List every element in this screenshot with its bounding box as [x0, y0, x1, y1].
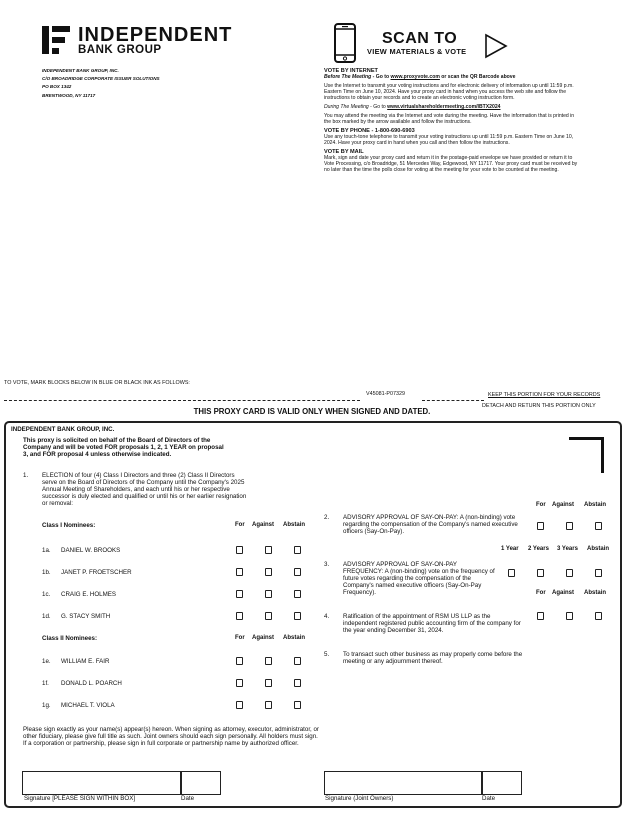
nominee-number: 1e. [42, 658, 51, 665]
vote-abstain-checkbox[interactable] [294, 590, 301, 598]
proposal-3-text: ADVISORY APPROVAL OF SAY-ON-PAY FREQUENCY: A (non-binding) vote on the frequency of future votes regarding the compensation of the Company's named executive officers (Say-On-Pay Frequency). [343, 561, 495, 596]
address-line: BRENTWOOD, NY 11717 [42, 92, 96, 98]
proxyvote-link[interactable]: www.proxyvote.com [390, 73, 440, 80]
vote-against-checkbox[interactable] [566, 522, 573, 530]
play-arrow-icon [484, 33, 508, 59]
nominee-name: DONALD L. POARCH [61, 680, 122, 687]
internet-text: Use the Internet to transmit your voting instructions and for electronic delivery of information up until 11:59 p.m. Eastern Time on June 10, 2024. Have your proxy card in hand when you access the web site and follow the instructions to obtain your records and to create an electronic voting instruction form. [324, 83, 574, 101]
nominee-number: 1b. [42, 569, 51, 576]
vote-abstain-checkbox[interactable] [294, 612, 301, 620]
nominee-name: WILLIAM E. FAIR [61, 658, 110, 665]
brand-name: INDEPENDENT [78, 24, 233, 46]
vote-for-checkbox[interactable] [537, 612, 544, 620]
control-code: V45081-P07329 [366, 391, 405, 397]
nominee-name: G. STACY SMITH [61, 613, 111, 620]
nominee-number: 1c. [42, 591, 51, 598]
joint-signature-label: Signature (Joint Owners) [325, 795, 394, 802]
vote-against-checkbox[interactable] [265, 657, 272, 665]
vote-2-years-checkbox[interactable] [537, 569, 544, 577]
vote-for-checkbox[interactable] [236, 679, 243, 687]
proxy-intro: This proxy is solicited on behalf of the Board of Directors of the Company and will be voted FOR proposals 1, 2, 1 YEAR on proposal 3, and FOR proposal 4 unless otherwise indicated. [23, 437, 224, 458]
during-text: You may attend the meeting via the Internet and vote during the meeting. Have the information that is printed in the box marked by the arrow available and follow the instructions. [324, 113, 575, 125]
col-for: For [536, 590, 546, 596]
col-against: Against [252, 522, 275, 528]
col-1-year: 1 Year [501, 546, 519, 552]
vote-3-years-checkbox[interactable] [566, 569, 573, 577]
mail-text: Mark, sign and date your proxy card and return it in the postage-paid envelope we have provided or return it to Vote Processing, c/o Broadridge, 51 Mercedes Way, Edgewood, NY 11717. Your proxy card must be received by no later than the time the polls close for voting at the meeting for your vote to be counted at the meeting. [324, 154, 578, 173]
company-logo-icon [42, 26, 70, 54]
col-abstain: Abstain [584, 502, 607, 508]
proposal-4-text: Ratification of the appointment of RSM US LLP as the independent registered public accounting firm of the company for the year ending December 31, 2024. [343, 613, 521, 634]
mail-title: VOTE BY MAIL [324, 148, 364, 155]
proposal-number: 1. [23, 472, 29, 479]
internet-title: VOTE BY INTERNET [324, 68, 378, 74]
vote-abstain-checkbox[interactable] [294, 657, 301, 665]
proposal-2-text: ADVISORY APPROVAL OF SAY-ON-PAY: A (non-binding) vote regarding the compensation of the Company's named executive officers (Say-On-Pay). [343, 514, 518, 535]
address-line: PO BOX 1342 [42, 84, 72, 90]
joint-date-box[interactable] [481, 771, 522, 795]
smartphone-icon [334, 23, 356, 63]
during-mid: - Go to [368, 103, 388, 110]
nominee-number: 1a. [42, 547, 51, 554]
col-abstain: Abstain [283, 522, 306, 528]
signing-instructions: Please sign exactly as your name(s) appear(s) hereon. When signing as attorney, executor, administrator, or other fiduciary, please give full title as such. Joint owners should each sign personally. All holders must sign. If a corporation or partnership, please sign in full corporate or partnership name by authorized officer. [23, 726, 319, 747]
proposal-1-text: ELECTION of four (4) Class I Directors and three (2) Class II Directors serve on the Board of Directors of the Company until the Company's 2025 Annual Meeting of Shareholders, and each until his or her respective successor is duly elected and qualified or until his or her earlier resignation or removal: [42, 472, 247, 507]
vote-1-year-checkbox[interactable] [508, 569, 515, 577]
vote-for-checkbox[interactable] [236, 590, 243, 598]
class1-label: Class I Nominees: [42, 522, 96, 529]
vote-for-checkbox[interactable] [236, 701, 243, 709]
proposal-5-text: To transact such other business as may properly come before the meeting or any adjournment thereof. [343, 651, 523, 665]
nominee-number: 1f. [42, 680, 49, 687]
vote-abstain-checkbox[interactable] [595, 569, 602, 577]
proposal-number: 5. [324, 651, 330, 658]
phone-title: VOTE BY PHONE - 1-800-690-6903 [324, 128, 415, 134]
before-suffix: or scan the QR Barcode above [439, 73, 516, 80]
vote-against-checkbox[interactable] [566, 612, 573, 620]
signature-label: Signature [PLEASE SIGN WITHIN BOX] [24, 795, 136, 802]
before-meeting-label: Before The Meeting [324, 73, 372, 80]
return-address [42, 67, 160, 100]
vote-abstain-checkbox[interactable] [294, 546, 301, 554]
col-abstain: Abstain [283, 635, 306, 641]
vote-against-checkbox[interactable] [265, 679, 272, 687]
address-line: C/O BROADRIDGE CORPORATE ISSUER SOLUTIONS [42, 76, 160, 82]
vote-for-checkbox[interactable] [236, 612, 243, 620]
address-line: INDEPENDENT BANK GROUP, INC. [42, 68, 119, 73]
date-label: Date [181, 795, 195, 802]
valid-notice: THIS PROXY CARD IS VALID ONLY WHEN SIGNED AND DATED. [193, 407, 431, 416]
nominee-name: CRAIG E. HOLMES [61, 591, 117, 598]
vote-for-checkbox[interactable] [236, 546, 243, 554]
date-box[interactable] [180, 771, 221, 795]
col-against: Against [252, 635, 275, 641]
before-mid: - Go to [371, 73, 391, 80]
col-abstain: Abstain [584, 590, 607, 596]
vote-for-checkbox[interactable] [236, 568, 243, 576]
col-2-years: 2 Years [528, 546, 549, 552]
company-name: INDEPENDENT BANK GROUP, INC. [11, 426, 115, 433]
vote-abstain-checkbox[interactable] [294, 568, 301, 576]
col-against: Against [552, 590, 575, 596]
phone-text: Use any touch-tone telephone to transmit your voting instructions up until 11:59 p.m. Eastern Time on June 10, 2024. Have your proxy card in hand when you call and then follow the instructions. [324, 133, 574, 146]
vote-abstain-checkbox[interactable] [294, 701, 301, 709]
mark-instructions: TO VOTE, MARK BLOCKS BELOW IN BLUE OR BLACK INK AS FOLLOWS: [4, 380, 190, 386]
date-label: Date [482, 795, 496, 802]
vote-against-checkbox[interactable] [265, 612, 272, 620]
vote-for-checkbox[interactable] [537, 522, 544, 530]
detach-label: DETACH AND RETURN THIS PORTION ONLY [482, 403, 596, 409]
col-3-years: 3 Years [557, 546, 578, 552]
corner-marker [569, 437, 604, 473]
vote-against-checkbox[interactable] [265, 701, 272, 709]
col-abstain: Abstain [587, 546, 610, 552]
during-meeting-label: During The Meeting [324, 103, 369, 110]
vote-abstain-checkbox[interactable] [294, 679, 301, 687]
nominee-number: 1d. [42, 613, 51, 620]
col-for: For [536, 502, 546, 508]
cut-line [422, 400, 484, 401]
scan-subtitle: VIEW MATERIALS & VOTE [367, 47, 467, 56]
col-against: Against [552, 502, 575, 508]
vote-abstain-checkbox[interactable] [595, 612, 602, 620]
class2-label: Class II Nominees: [42, 635, 98, 642]
signature-box[interactable] [22, 771, 182, 795]
vote-for-checkbox[interactable] [236, 657, 243, 665]
vote-against-checkbox[interactable] [265, 568, 272, 576]
vote-against-checkbox[interactable] [265, 590, 272, 598]
proposal-number: 3. [324, 561, 330, 568]
brand-subname: BANK GROUP [78, 44, 162, 56]
nominee-name: DANIEL W. BROOKS [61, 547, 121, 554]
keep-portion-label: KEEP THIS PORTION FOR YOUR RECORDS [488, 392, 601, 398]
vote-against-checkbox[interactable] [265, 546, 272, 554]
cut-line [4, 400, 360, 401]
proposal-number: 4. [324, 613, 330, 620]
nominee-number: 1g. [42, 702, 51, 709]
nominee-name: MICHAEL T. VIOLA [61, 702, 115, 709]
proposal-number: 2. [324, 514, 330, 521]
joint-signature-box[interactable] [324, 771, 483, 795]
col-for: For [235, 635, 245, 641]
col-for: For [235, 522, 245, 528]
virtual-meeting-link[interactable]: www.virtualshareholdermeeting.com/IBTX2024 [387, 103, 501, 110]
vote-abstain-checkbox[interactable] [595, 522, 602, 530]
nominee-name: JANET P. FROETSCHER [61, 569, 132, 576]
voting-instructions [324, 69, 578, 177]
scan-title: SCAN TO [382, 30, 458, 47]
